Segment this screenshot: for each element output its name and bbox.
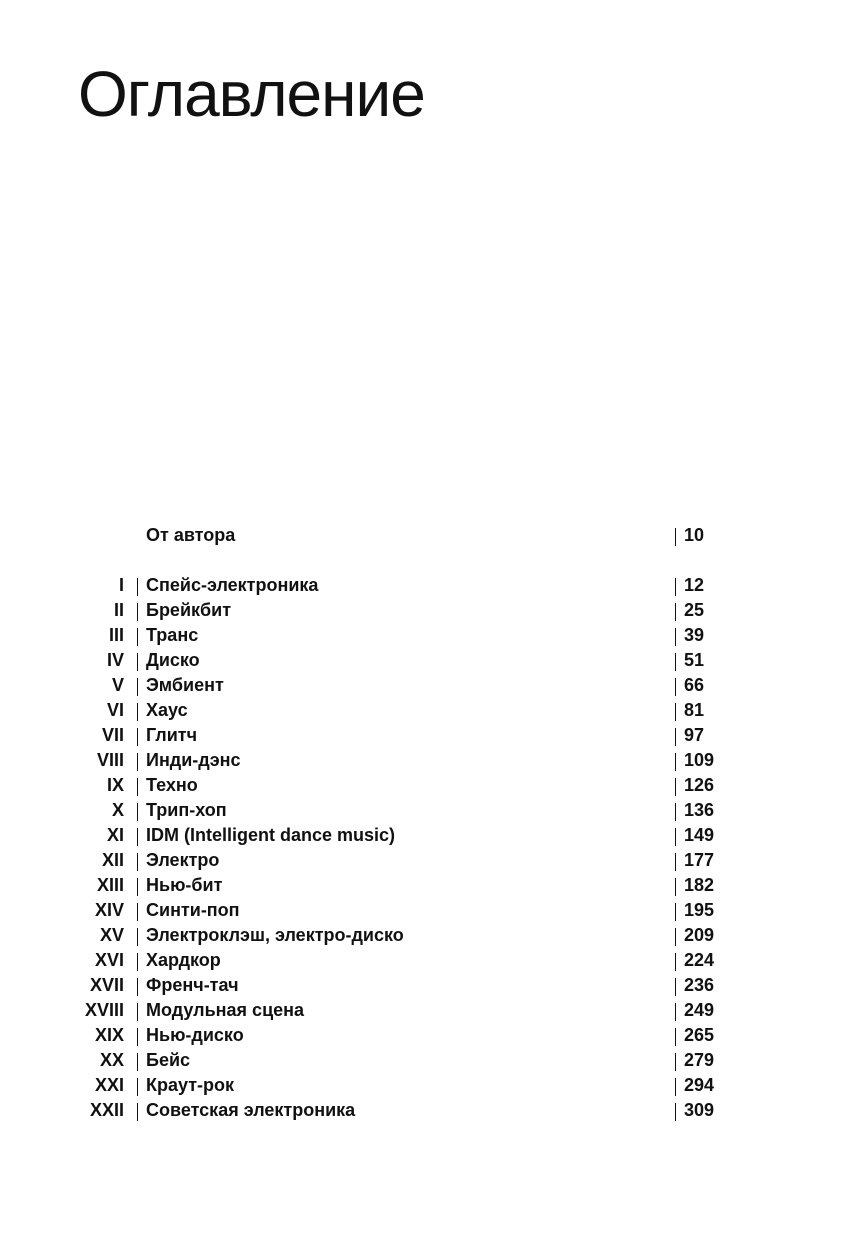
page-divider bbox=[675, 1003, 676, 1021]
number-divider bbox=[137, 1103, 138, 1121]
chapter-number: I bbox=[118, 575, 124, 595]
chapter-page: 265 bbox=[684, 1025, 715, 1045]
chapter-number: XVI bbox=[94, 950, 124, 970]
chapter-page: 195 bbox=[684, 900, 715, 920]
number-divider bbox=[137, 1078, 138, 1096]
toc-entry bbox=[0, 998, 844, 1023]
page-divider bbox=[675, 603, 676, 621]
number-divider bbox=[137, 828, 138, 846]
number-divider bbox=[137, 678, 138, 696]
chapter-page: 81 bbox=[684, 700, 705, 720]
table-of-contents bbox=[0, 523, 844, 1123]
toc-entry bbox=[0, 748, 844, 773]
number-divider bbox=[137, 1028, 138, 1046]
chapter-page: 249 bbox=[684, 1000, 715, 1020]
chapter-page: 149 bbox=[684, 825, 715, 845]
number-divider bbox=[137, 653, 138, 671]
chapter-number: II bbox=[113, 600, 124, 620]
chapter-title: Хардкор bbox=[146, 950, 221, 970]
number-divider bbox=[137, 1053, 138, 1071]
chapter-number: X bbox=[111, 800, 124, 820]
chapter-page: 224 bbox=[684, 950, 715, 970]
chapter-page: 236 bbox=[684, 975, 715, 995]
page-title: Оглавление bbox=[78, 58, 425, 130]
chapter-number: IV bbox=[106, 650, 124, 670]
page-divider bbox=[675, 928, 676, 946]
page-divider bbox=[675, 628, 676, 646]
chapter-number: XII bbox=[101, 850, 124, 870]
chapter-page: 25 bbox=[684, 600, 705, 620]
chapter-title: Хаус bbox=[146, 700, 188, 720]
toc-entry-page: 10 bbox=[684, 525, 705, 545]
chapter-page: 126 bbox=[684, 775, 715, 795]
toc-entry bbox=[0, 773, 844, 798]
chapter-title: Глитч bbox=[146, 725, 198, 745]
page-divider bbox=[675, 528, 676, 546]
chapter-page: 182 bbox=[684, 875, 715, 895]
toc-entry bbox=[0, 823, 844, 848]
number-divider bbox=[137, 803, 138, 821]
number-divider bbox=[137, 978, 138, 996]
number-divider bbox=[137, 628, 138, 646]
toc-entry bbox=[0, 848, 844, 873]
chapter-title: Френч-тач bbox=[146, 975, 239, 995]
chapter-page: 177 bbox=[684, 850, 715, 870]
chapter-title: Трип-хоп bbox=[146, 800, 227, 820]
chapter-title: IDM (Intelligent dance music) bbox=[146, 825, 396, 845]
chapter-title: Эмбиент bbox=[146, 675, 224, 695]
chapter-page: 294 bbox=[684, 1075, 715, 1095]
toc-entry bbox=[0, 1023, 844, 1048]
chapter-title: Техно bbox=[146, 775, 198, 795]
chapter-number: XX bbox=[99, 1050, 124, 1070]
chapter-page: 97 bbox=[684, 725, 705, 745]
toc-entry bbox=[0, 723, 844, 748]
number-divider bbox=[137, 578, 138, 596]
toc-entry bbox=[0, 598, 844, 623]
chapter-title: Советская электроника bbox=[146, 1100, 356, 1120]
chapter-title: Бейс bbox=[146, 1050, 191, 1070]
chapter-title: Брейкбит bbox=[146, 600, 232, 620]
chapter-title: Спейс-электроника bbox=[146, 575, 319, 595]
page-divider bbox=[675, 778, 676, 796]
page-divider bbox=[675, 728, 676, 746]
chapter-number: XV bbox=[99, 925, 124, 945]
chapter-number: VI bbox=[106, 700, 124, 720]
chapter-title: Инди-дэнс bbox=[146, 750, 241, 770]
toc-entry-title: От автора bbox=[146, 525, 236, 545]
chapter-title: Электро bbox=[146, 850, 220, 870]
chapter-page: 309 bbox=[684, 1100, 715, 1120]
number-divider bbox=[137, 853, 138, 871]
chapter-number: V bbox=[111, 675, 124, 695]
toc-entry bbox=[0, 873, 844, 898]
number-divider bbox=[137, 878, 138, 896]
chapter-page: 39 bbox=[684, 625, 705, 645]
chapter-number: XIII bbox=[96, 875, 124, 895]
chapter-number: VIII bbox=[96, 750, 124, 770]
number-divider bbox=[137, 703, 138, 721]
chapter-number: III bbox=[108, 625, 124, 645]
toc-entry-preface bbox=[0, 523, 844, 548]
toc-entry bbox=[0, 648, 844, 673]
page-divider bbox=[675, 653, 676, 671]
number-divider bbox=[137, 928, 138, 946]
toc-entry bbox=[0, 673, 844, 698]
page-divider bbox=[675, 578, 676, 596]
chapter-number: XIV bbox=[94, 900, 124, 920]
toc-entry bbox=[0, 898, 844, 923]
chapter-title: Диско bbox=[146, 650, 200, 670]
page-divider bbox=[675, 678, 676, 696]
toc-entry bbox=[0, 1098, 844, 1123]
chapter-page: 66 bbox=[684, 675, 705, 695]
chapter-number: XXII bbox=[89, 1100, 124, 1120]
toc-entry bbox=[0, 623, 844, 648]
number-divider bbox=[137, 953, 138, 971]
page-divider bbox=[675, 1053, 676, 1071]
chapter-page: 12 bbox=[684, 575, 705, 595]
number-divider bbox=[137, 1003, 138, 1021]
chapter-title: Электроклэш, электро-диско bbox=[146, 925, 404, 945]
page-divider bbox=[675, 853, 676, 871]
chapter-page: 279 bbox=[684, 1050, 715, 1070]
page-divider bbox=[675, 878, 676, 896]
chapter-number: IX bbox=[106, 775, 124, 795]
number-divider bbox=[137, 903, 138, 921]
chapter-number: XVIII bbox=[84, 1000, 124, 1020]
number-divider bbox=[137, 603, 138, 621]
chapter-title: Нью-бит bbox=[146, 875, 223, 895]
chapter-title: Нью-диско bbox=[146, 1025, 244, 1045]
chapter-number: XXI bbox=[94, 1075, 124, 1095]
chapter-page: 209 bbox=[684, 925, 715, 945]
chapter-page: 136 bbox=[684, 800, 715, 820]
toc-entry bbox=[0, 973, 844, 998]
chapter-title: Синти-поп bbox=[146, 900, 240, 920]
toc-entry bbox=[0, 948, 844, 973]
toc-entry bbox=[0, 923, 844, 948]
chapter-number: XI bbox=[106, 825, 124, 845]
chapter-title: Краут-рок bbox=[146, 1075, 235, 1095]
page-divider bbox=[675, 803, 676, 821]
chapter-page: 109 bbox=[684, 750, 715, 770]
page-divider bbox=[675, 903, 676, 921]
chapter-number: VII bbox=[101, 725, 124, 745]
number-divider bbox=[137, 728, 138, 746]
toc-entry bbox=[0, 798, 844, 823]
page-divider bbox=[675, 1103, 676, 1121]
chapter-page: 51 bbox=[684, 650, 705, 670]
page-divider bbox=[675, 703, 676, 721]
page-divider bbox=[675, 1028, 676, 1046]
toc-entry bbox=[0, 698, 844, 723]
chapter-title: Транс bbox=[146, 625, 199, 645]
chapter-list bbox=[0, 573, 844, 1123]
page-divider bbox=[675, 1078, 676, 1096]
page-divider bbox=[675, 753, 676, 771]
page-divider bbox=[675, 953, 676, 971]
toc-entry bbox=[0, 573, 844, 598]
toc-entry bbox=[0, 1073, 844, 1098]
chapter-number: XIX bbox=[94, 1025, 124, 1045]
chapter-number: XVII bbox=[89, 975, 124, 995]
chapter-title: Модульная сцена bbox=[146, 1000, 305, 1020]
page-divider bbox=[675, 978, 676, 996]
page-divider bbox=[675, 828, 676, 846]
number-divider bbox=[137, 753, 138, 771]
number-divider bbox=[137, 778, 138, 796]
toc-entry bbox=[0, 1048, 844, 1073]
